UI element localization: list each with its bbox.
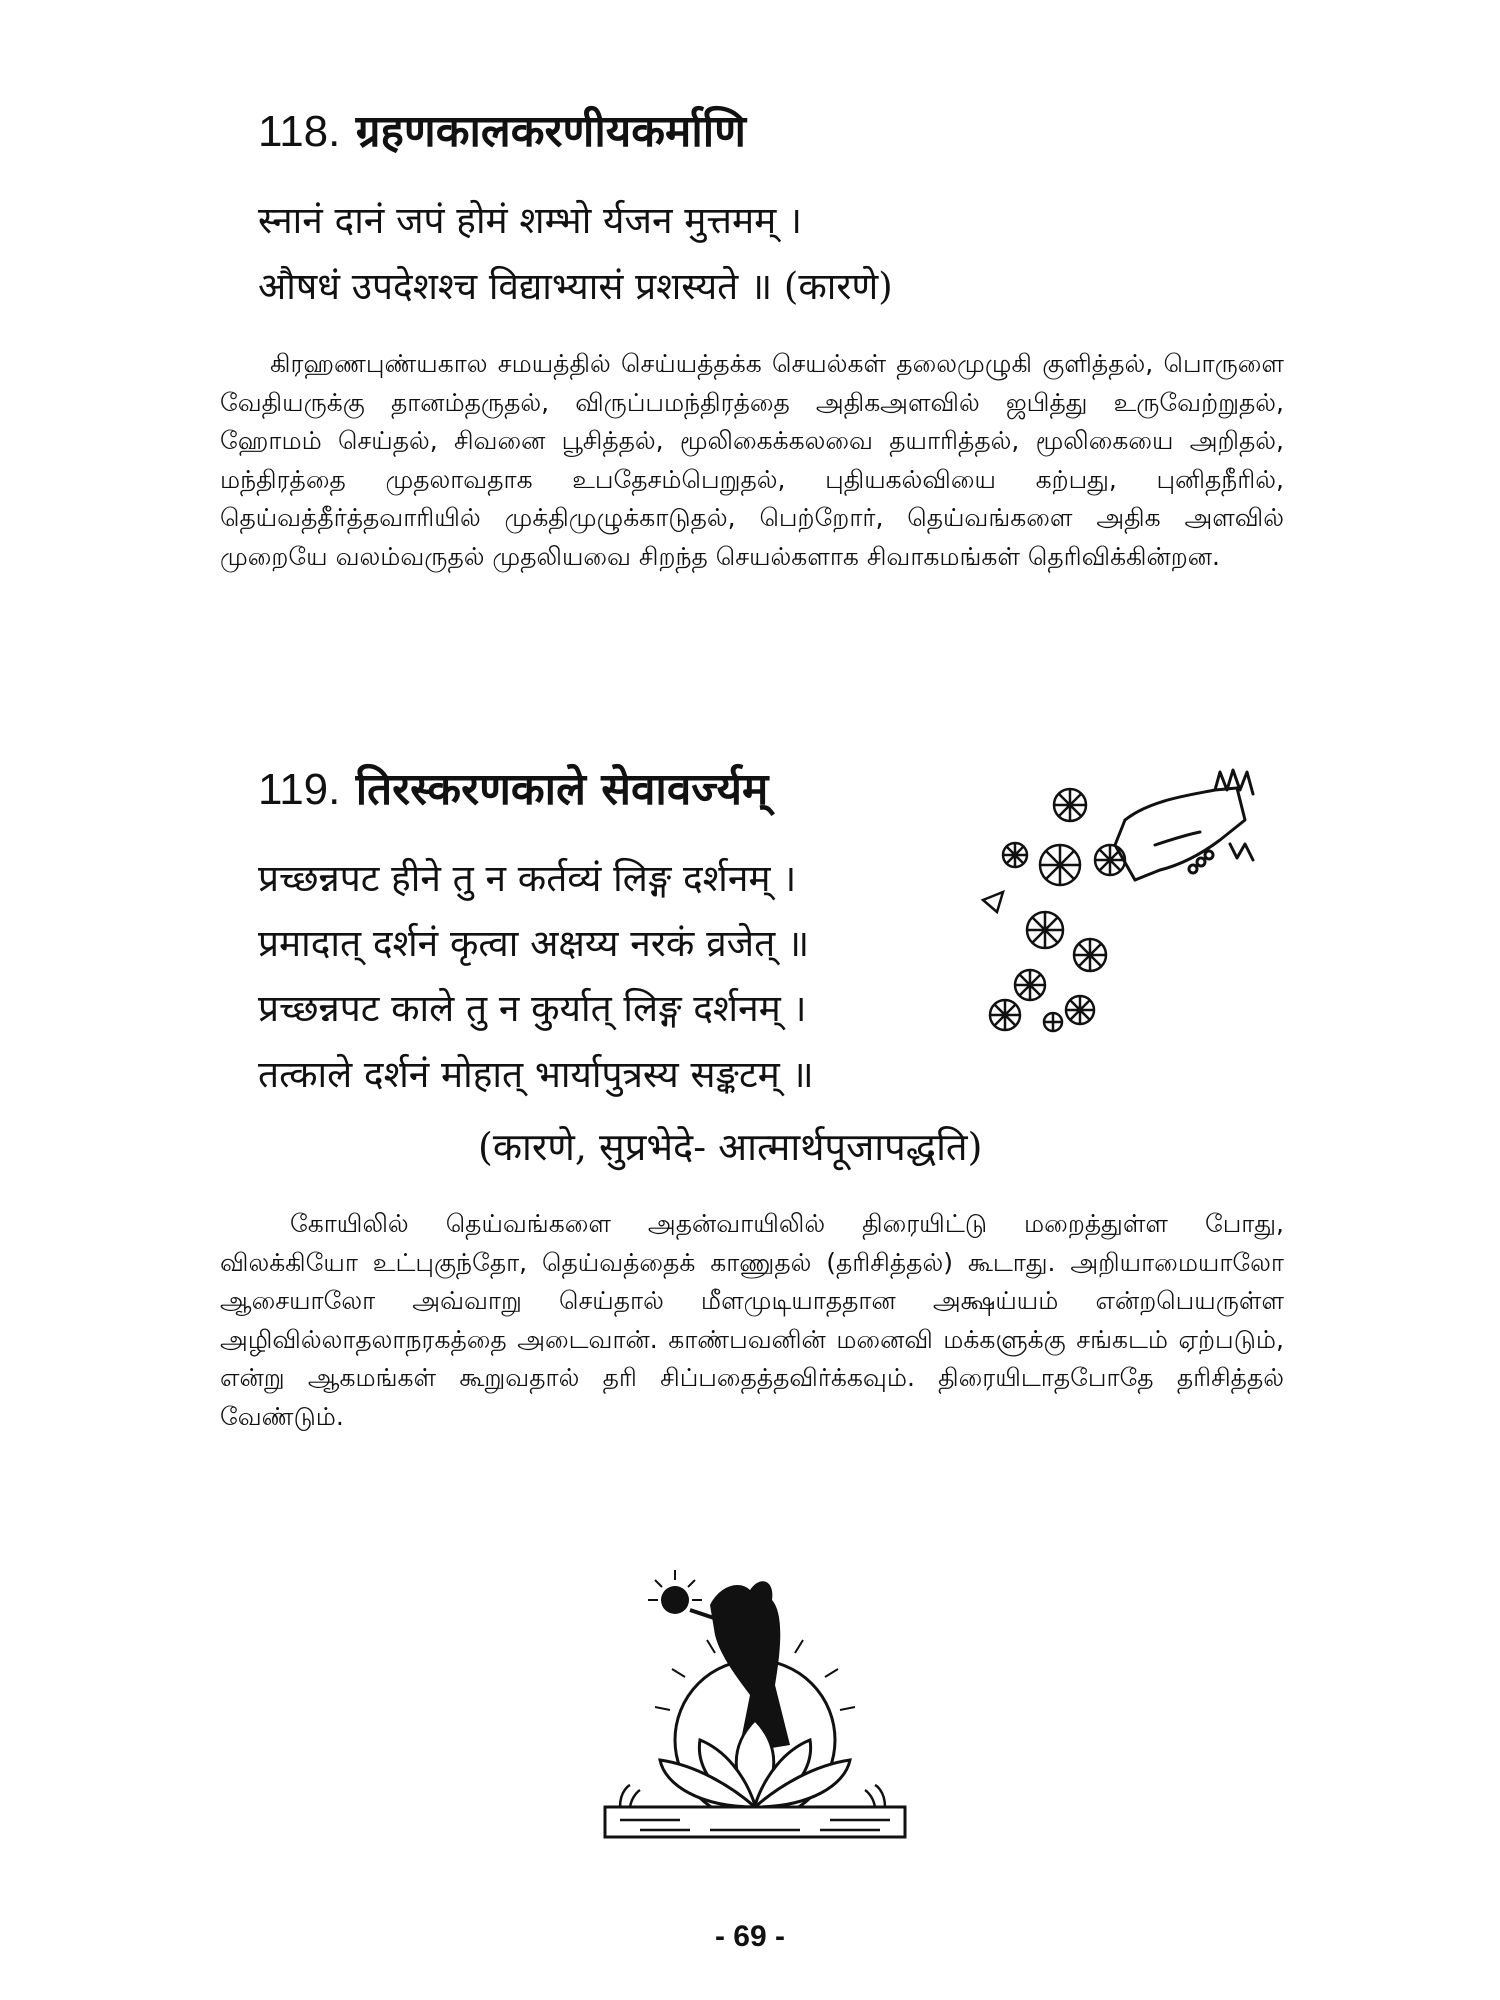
section-119-number: 119. <box>258 765 341 814</box>
section-119-commentary: கோயிலில் தெய்வங்களை அதன்வாயிலில் திரையிட்டு மறைத்துள்ள போது, விலக்கியோ உட்புகுந்தோ, தெய்வத்தைக் காணுதல் (தரிசித்தல்) கூடாது. அறியாமையாலோ ஆசையாலோ அவ்வாறு செய்தால் மீளமுடியாததான அக்ஷய்யம் என்றபெயருள்ள அழிவில்லாதலாநரகத்தை அடைவான். காண்பவனின் மனைவி மக்களுக்கு சங்கடம் ஏற்படும், என்று ஆகமங்கள் கூறுவதால் தரி சிப்பதைத்தவிர்க்கவும். திரையிடாதபோதே தரிசித்தல் வேண்டும். <box>220 1209 1284 1431</box>
section-118-commentary: கிரஹணபுண்யகால சமயத்தில் செய்யத்தக்க செயல்கள் தலைமுழுகி குளித்தல், பொருளை வேதியருக்கு தானம்தருதல், விருப்பமந்திரத்தை அதிகஅளவில் ஜபித்து உருவேற்றுதல், ஹோமம் செய்தல், சிவனை பூசித்தல், மூலிகைக்கலவை தயாரித்தல், மூலிகையை அறிதல், மந்திரத்தை முதலாவதாக உபதேசம்பெறுதல், புதியகல்வியை கற்பது, புனிதநீரில், தெய்வத்தீர்த்தவாரியில் முக்திமுழுக்காடுதல், பெற்றோர், தெய்வங்களை அதிக அளவில் முறையே வலம்வருதல் முதலியவை சிறந்த செயல்களாக சிவாகமங்கள் தெரிவிக்கின்றன. <box>220 349 1284 571</box>
section-118-heading <box>258 106 746 157</box>
section-119-verse-line-1: प्रच्छन्नपट हीने तु न कर्तव्यं लिङ्ग दर्शनम् । <box>258 857 797 900</box>
page-number: - 69 - <box>714 1920 786 1953</box>
section-118-title: ग्रहणकालकरणीयकर्माणि <box>355 106 746 157</box>
section-118-number: 118. <box>258 107 341 156</box>
section-118-verse-line-1: स्नानं दानं जपं होमं शम्भो र्यजन मुत्तमम् । <box>258 199 802 242</box>
section-119-heading <box>258 764 769 815</box>
lotus-sun-emblem <box>600 1545 910 1845</box>
section-119-source: (कारणे, सुप्रभेदे- आत्मार्थपूजापद्धति) <box>478 1125 983 1169</box>
section-119-verse-line-4: तत्काले दर्शनं मोहात् भार्यापुत्रस्य सङ्कटम् ॥ <box>258 1053 814 1096</box>
flower-offering-hand-illustration <box>975 760 1275 1060</box>
section-119-verse-line-3: प्रच्छन्नपट काले तु न कुर्यात् लिङ्ग दर्शनम् । <box>258 987 807 1030</box>
section-119-verse-line-2: प्रमादात् दर्शनं कृत्वा अक्षय्य नरकं व्रजेत् ॥ <box>258 922 810 965</box>
section-119-title: तिरस्करणकाले सेवावर्ज्यम् <box>355 764 769 815</box>
section-118-verse-line-2: औषधं उपदेशश्च विद्याभ्यासं प्रशस्यते ॥ (कारणे) <box>258 265 893 308</box>
